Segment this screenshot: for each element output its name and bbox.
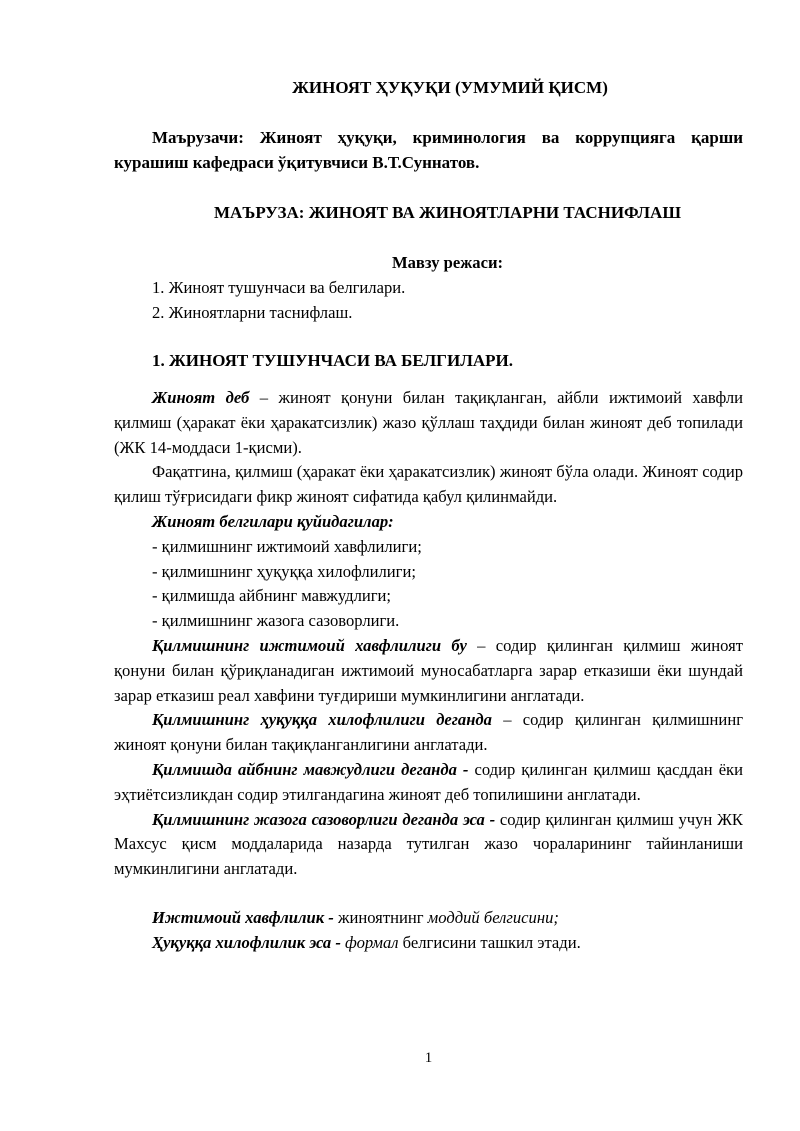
term: Ҳуқуққа хилофлилик эса - (152, 932, 341, 952)
list-item: - қилмишнинг ҳуқуққа хилофлилиги; (152, 561, 416, 581)
plan-item: 1. Жиноят тушунчаси ва белгилари. (152, 277, 406, 297)
text: – содир қилинган қилмишнинг жиноят қонуни билан тақиқланганлигини англатади. (114, 710, 743, 755)
term: Қилмишнинг ижтимоий хавфлилиги бу (152, 635, 467, 655)
list-item: - қилмишнинг жазога сазоворлиги. (152, 611, 400, 631)
term: Қилмишнинг жазога сазоворлиги деганда эса - (152, 809, 496, 829)
paragraph (114, 634, 743, 708)
paragraph (114, 906, 743, 931)
document-title: ЖИНОЯТ ҲУҚУҚИ (УМУМИЙ ҚИСМ) (292, 78, 608, 97)
text: – содир қилинган қилмиш жиноят қонуни билан қўриқланадиган ижтимоий муносабатларга зарар етказиши ёки шундай зарар етказиш реал хавфини туғдириши мумкинлигини англатади. (114, 635, 743, 705)
lecturer-info: Маърузачи: Жиноят ҳуқуқи, криминология ва коррупцияга қарши курашиш кафедраси ўқитувчиси В.Т.Суннатов. (114, 128, 743, 172)
list-item: - қилмишнинг ижтимоий хавфлилиги; (152, 536, 422, 556)
term: Қилмишда айбнинг мавжудлиги деганда - (152, 759, 469, 779)
paragraph (114, 808, 743, 882)
paragraph (114, 931, 743, 956)
page-number: 1 (424, 1050, 433, 1066)
plan-item: 2. Жиноятларни таснифлаш. (152, 302, 353, 322)
text: – жиноят қонуни билан тақиқланган, айбли ижтимоий хавфли қилмиш (ҳаракат ёки ҳаракатсизлик) жазо қўллаш таҳдиди билан жиноят деб топилади (ЖК 14-моддаси 1-қисми). (114, 388, 743, 457)
signs-heading (114, 510, 743, 535)
term: Жиноят деб (152, 388, 250, 407)
paragraph-crime-definition (114, 386, 743, 460)
paragraph (114, 758, 743, 808)
paragraph (114, 708, 743, 758)
text: белгисини ташкил этади. (398, 932, 581, 952)
lecture-title: МАЪРУЗА: ЖИНОЯТ ВА ЖИНОЯТЛАРНИ ТАСНИФЛАШ (213, 203, 681, 222)
plan-heading: Мавзу режаси: (391, 253, 504, 272)
italic-text: моддий белгисини; (427, 907, 559, 927)
text: содир қилинган қилмиш учун ЖК Махсус қисм моддаларида назарда тутилган жазо чораларининг тайинланиши мумкинлигини англатади. (114, 809, 743, 879)
italic-text: формал (340, 932, 399, 952)
list-item: - қилмишда айбнинг мавжудлиги; (152, 586, 392, 606)
section-heading: 1. ЖИНОЯТ ТУШУНЧАСИ ВА БЕЛГИЛАРИ. (152, 351, 513, 370)
topic-plan (114, 251, 743, 325)
text: содир қилинган қилмиш қасддан ёки эҳтиётсизликдан содир этилгандагина жиноят деб топилишини англатади. (114, 759, 743, 804)
spacer (114, 882, 743, 906)
document-body (114, 386, 743, 956)
term: Жиноят белгилари қуйидагилар: (152, 511, 394, 531)
paragraph: Фақатгина, қилмиш (ҳаракат ёки ҳаракатсизлик) жиноят бўла олади. Жиноят содир қилиш тўғрисидаги фикр жиноят сифатида қабул қилинмайди. (114, 462, 743, 507)
term: Қилмишнинг ҳуқуққа хилофлилиги деганда (152, 710, 492, 730)
text: жиноятнинг (333, 907, 428, 927)
term: Ижтимоий хавфлилик - (152, 907, 334, 927)
